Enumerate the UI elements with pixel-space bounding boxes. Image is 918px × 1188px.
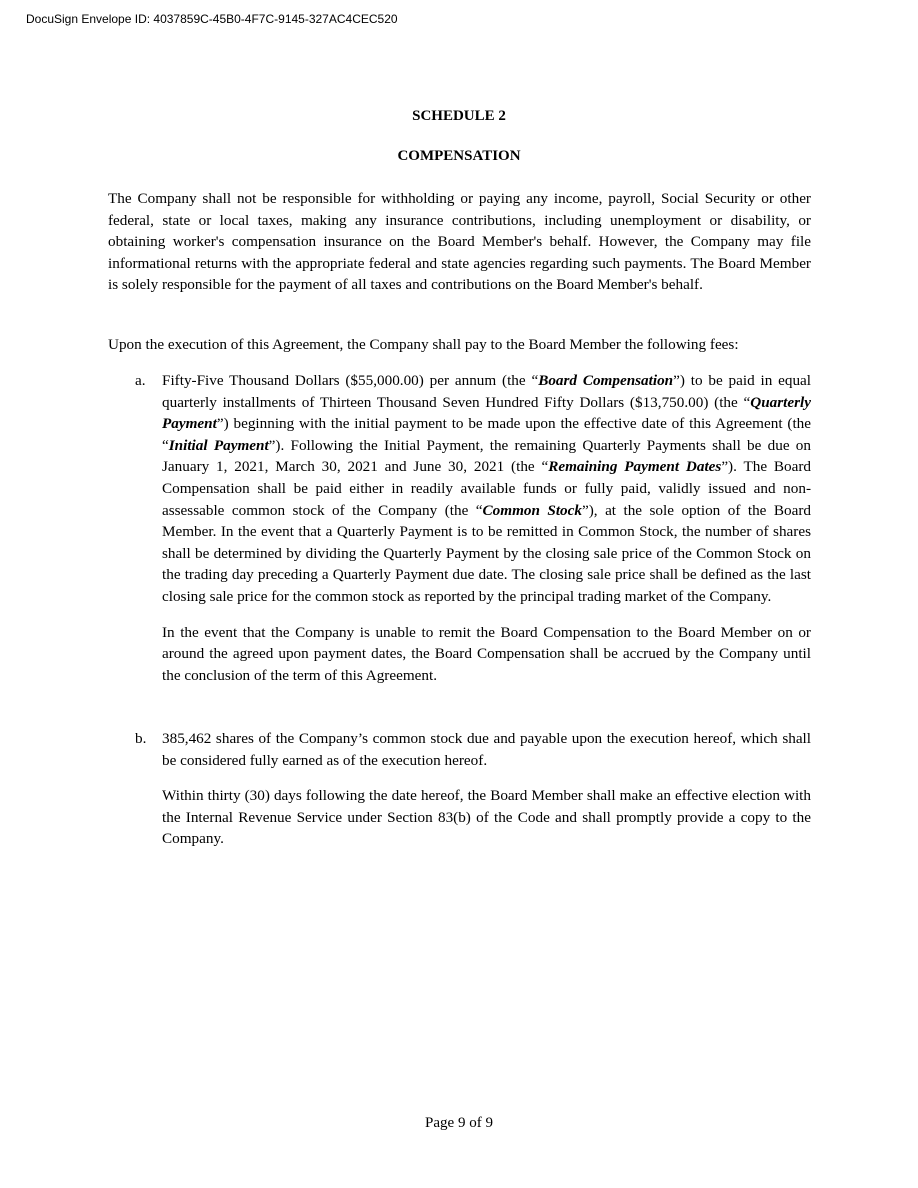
defined-term-remaining-payment-dates: Remaining Payment Dates xyxy=(548,458,722,476)
shares-paragraph: 385,462 shares of the Company’s common stock due and payable upon the execution hereof, which shall be considered fully earned as of the execution hereof. xyxy=(162,730,811,769)
schedule-title: SCHEDULE 2 xyxy=(412,108,506,124)
fees-intro-paragraph: Upon the execution of this Agreement, the Company shall pay to the Board Member the following fees: xyxy=(108,336,739,353)
section-title: COMPENSATION xyxy=(397,148,521,164)
defined-term-board-compensation: Board Compensation xyxy=(538,372,674,389)
docusign-envelope-id: DocuSign Envelope ID: 4037859C-45B0-4F7C-9145-327AC4CEC520 xyxy=(26,12,398,26)
list-marker-a: a. xyxy=(135,372,146,389)
list-item-b xyxy=(108,728,811,850)
tax-responsibility-paragraph: The Company shall not be responsible for withholding or paying any income, payroll, Social Security or other federal, state or local taxes, making any insurance contributions, including unemployment or disability, or obtaining worker's compensation insurance on the Board Member's behalf. However, the Company may file informational returns with the appropriate federal and state agencies regarding such payments. The Board Member is solely responsible for the payment of all taxes and contributions on the Board Member's behalf. xyxy=(108,190,811,294)
board-compensation-paragraph: Fifty-Five Thousand Dollars ($55,000.00) per annum (the “Board Compensation”) to be paid in equal quarterly installments of Thirteen Thousand Seven Hundred Fifty Dollars ($13,750.00) (the “Quarterly Payment”) beginning with the initial payment to be made upon the effective date of this Agreement (the “Initial Payment”). Following the Initial Payment, the remaining Quarterly Payments shall be due on January 1, 2021, March 30, 2021 and June 30, 2021 (the “Remaining Payment Dates”). The Board Compensation shall be paid either in readily available funds or fully paid, validly issued and non-assessable common stock of the Company (the “Common Stock”), at the sole option of the Board Member. In the event that a Quarterly Payment is to be remitted in Common Stock, the number of shares shall be determined by dividing the Quarterly Payment by the closing sale price of the Common Stock on the trading day preceding a Quarterly Payment due date. The closing sale price shall be defined as the last closing sale price for the common stock as reported by the principal trading market of the Company. xyxy=(162,372,812,605)
list-item-a xyxy=(108,370,811,686)
accrual-paragraph: In the event that the Company is unable to remit the Board Compensation to the Board Member on or around the agreed upon payment dates, the Board Compensation shall be accrued by the Company until the conclusion of the term of this Agreement. xyxy=(162,623,811,684)
list-marker-b: b. xyxy=(135,730,147,747)
page-number: Page 9 of 9 xyxy=(425,1115,493,1131)
defined-term-common-stock: Common Stock xyxy=(482,501,582,519)
defined-term-initial-payment: Initial Payment xyxy=(168,436,269,454)
defined-term-quarterly-payment: Quarterly Payment xyxy=(162,393,811,433)
section-83b-paragraph: Within thirty (30) days following the date hereof, the Board Member shall make an effective election with the Internal Revenue Service under Section 83(b) of the Code and shall promptly provide a copy to the Company. xyxy=(162,787,811,848)
